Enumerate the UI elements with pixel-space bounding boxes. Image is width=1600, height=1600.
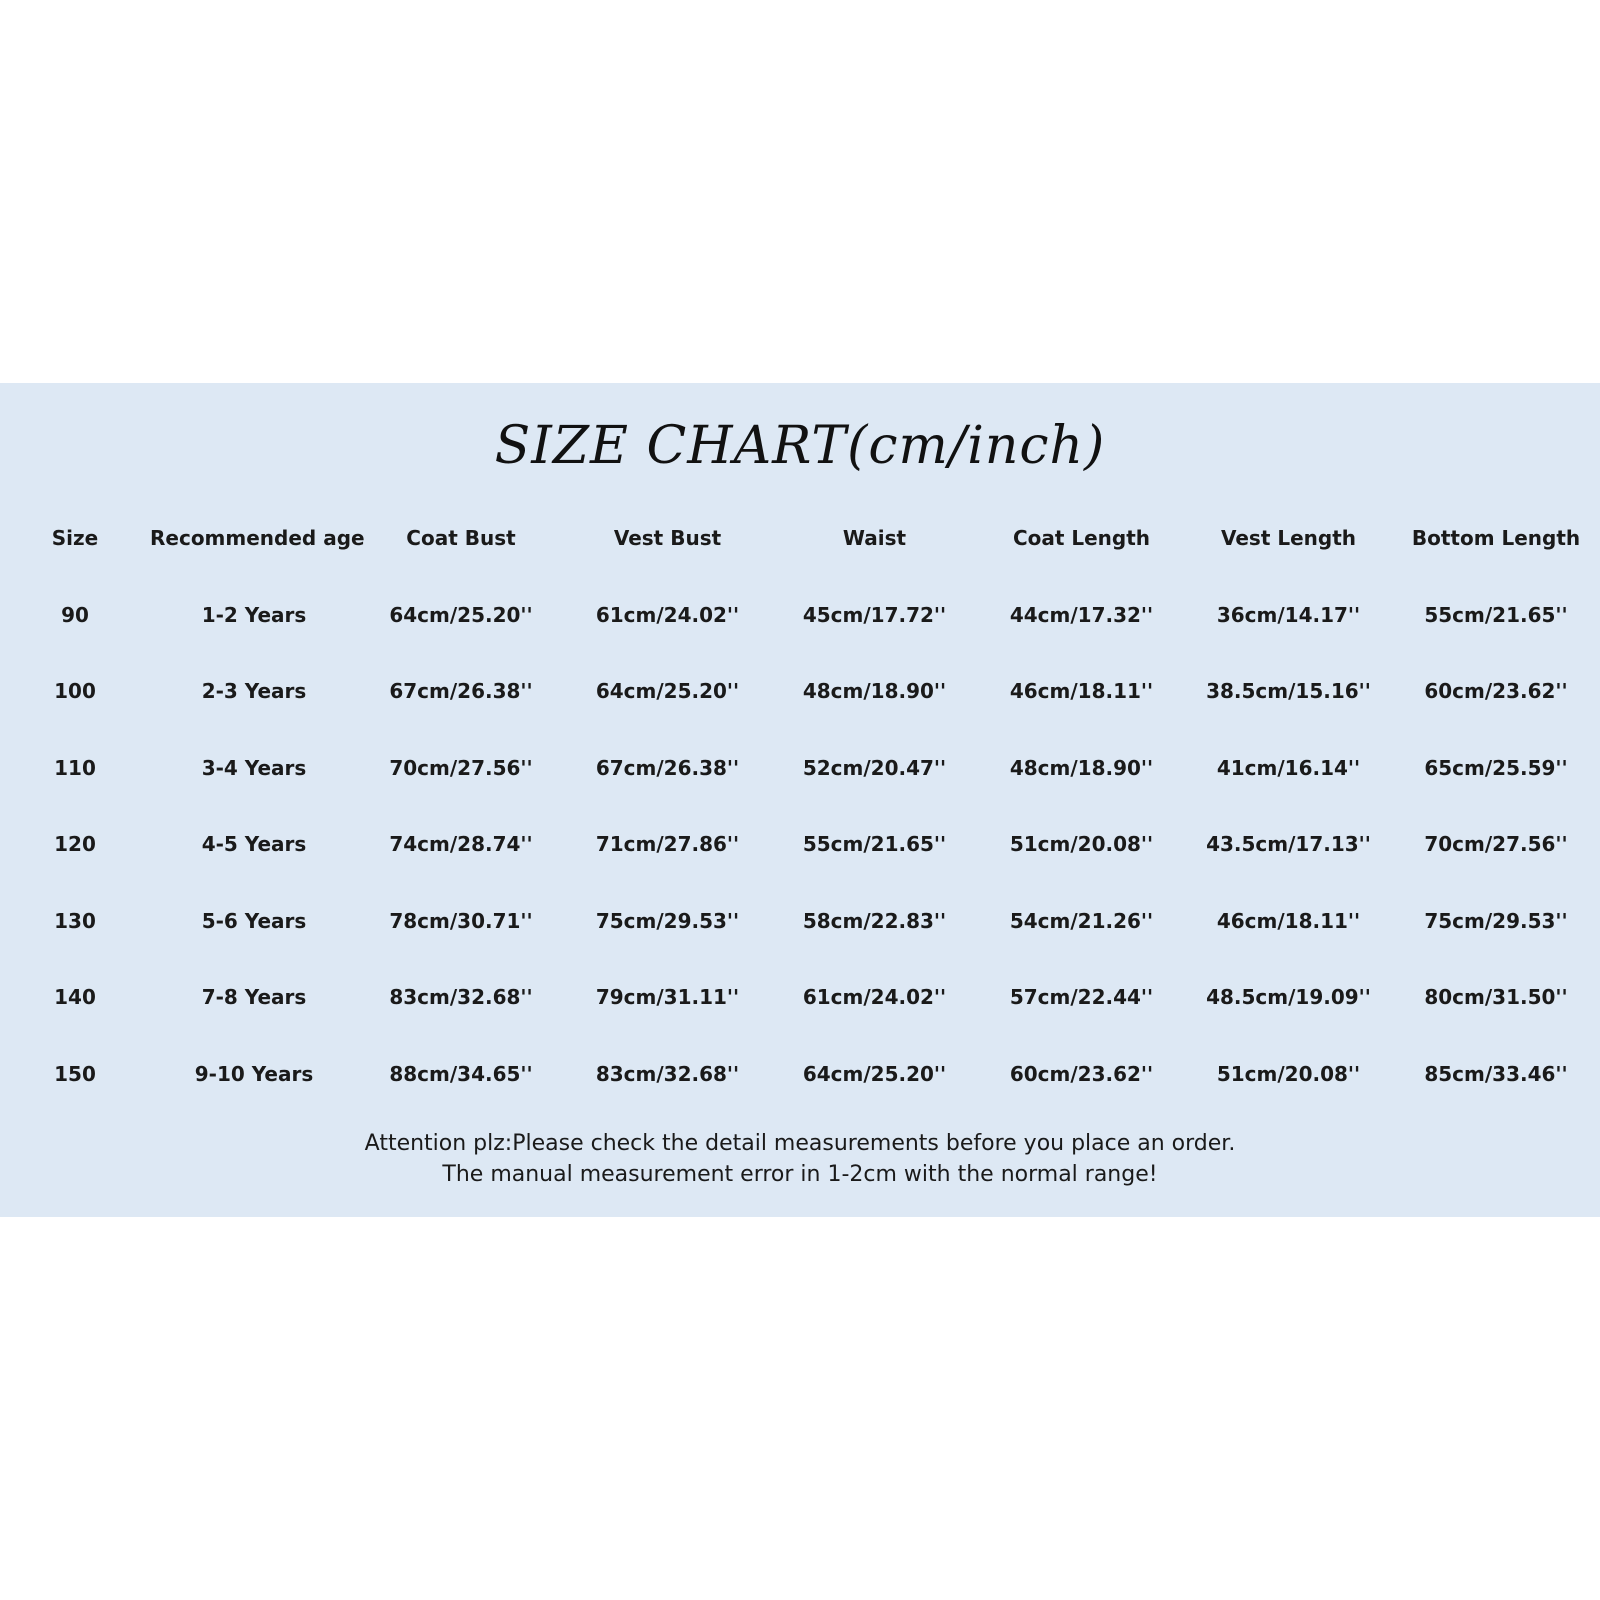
header-coat-length: Coat Length — [1012, 526, 1151, 551]
cell-size: 120 — [54, 832, 96, 857]
attention-note-line-2: The manual measurement error in 1-2cm with the normal range! — [442, 1162, 1158, 1187]
cell-vest-bust: 83cm/32.68'' — [595, 1061, 740, 1086]
cell-bottom-length: 80cm/31.50'' — [1424, 985, 1568, 1010]
cell-age: 1-2 Years — [201, 602, 307, 627]
cell-bottom-length: 65cm/25.59'' — [1424, 755, 1568, 780]
cell-size: 110 — [54, 755, 96, 780]
cell-waist: 58cm/22.83'' — [802, 908, 947, 933]
cell-age: 3-4 Years — [201, 755, 307, 780]
cell-vest-length: 43.5cm/17.13'' — [1206, 832, 1371, 857]
cell-size: 90 — [61, 602, 89, 627]
header-size: Size — [51, 526, 99, 551]
size-chart-title: SIZE CHART(cm/inch) — [494, 416, 1106, 476]
cell-waist: 55cm/21.65'' — [802, 832, 947, 857]
cell-coat-length: 46cm/18.11'' — [1009, 679, 1154, 704]
cell-vest-bust: 71cm/27.86'' — [595, 832, 740, 857]
cell-size: 100 — [54, 679, 96, 704]
cell-age: 9-10 Years — [194, 1061, 314, 1086]
cell-coat-length: 48cm/18.90'' — [1009, 755, 1154, 780]
cell-coat-length: 54cm/21.26'' — [1009, 908, 1154, 933]
cell-size: 140 — [54, 985, 96, 1010]
table-row — [0, 806, 1600, 883]
cell-waist: 52cm/20.47'' — [802, 755, 947, 780]
cell-coat-length: 44cm/17.32'' — [1009, 602, 1154, 627]
table-row — [0, 730, 1600, 807]
cell-vest-bust: 79cm/31.11'' — [595, 985, 740, 1010]
header-bottom-length: Bottom Length — [1411, 526, 1581, 551]
cell-age: 2-3 Years — [201, 679, 307, 704]
cell-coat-bust: 88cm/34.65'' — [389, 1061, 533, 1086]
cell-waist: 45cm/17.72'' — [802, 602, 947, 627]
cell-coat-bust: 67cm/26.38'' — [389, 679, 533, 704]
header-vest-bust: Vest Bust — [613, 526, 722, 551]
cell-coat-bust: 74cm/28.74'' — [389, 832, 533, 857]
cell-bottom-length: 70cm/27.56'' — [1424, 832, 1568, 857]
table-row — [0, 883, 1600, 960]
cell-vest-bust: 64cm/25.20'' — [595, 679, 740, 704]
cell-bottom-length: 75cm/29.53'' — [1424, 908, 1568, 933]
table-row — [0, 959, 1600, 1036]
header-vest-length: Vest Length — [1220, 526, 1357, 551]
cell-coat-length: 51cm/20.08'' — [1009, 832, 1154, 857]
cell-vest-length: 48.5cm/19.09'' — [1206, 985, 1371, 1010]
cell-age: 7-8 Years — [201, 985, 307, 1010]
attention-note — [0, 1128, 1600, 1190]
cell-waist: 48cm/18.90'' — [802, 679, 947, 704]
cell-vest-bust: 75cm/29.53'' — [595, 908, 740, 933]
cell-bottom-length: 55cm/21.65'' — [1424, 602, 1568, 627]
table-header-row — [0, 500, 1600, 577]
cell-age: 4-5 Years — [201, 832, 307, 857]
cell-vest-bust: 67cm/26.38'' — [595, 755, 740, 780]
cell-age: 5-6 Years — [201, 908, 307, 933]
cell-waist: 61cm/24.02'' — [802, 985, 947, 1010]
cell-vest-length: 38.5cm/15.16'' — [1206, 679, 1371, 704]
cell-vest-length: 41cm/16.14'' — [1216, 755, 1361, 780]
table-row — [0, 1036, 1600, 1113]
cell-vest-bust: 61cm/24.02'' — [595, 602, 740, 627]
cell-coat-bust: 83cm/32.68'' — [389, 985, 533, 1010]
table-row — [0, 653, 1600, 730]
cell-coat-length: 57cm/22.44'' — [1009, 985, 1154, 1010]
cell-size: 130 — [54, 908, 96, 933]
header-recommended-age: Recommended age — [150, 526, 365, 551]
size-table — [0, 500, 1600, 1112]
cell-size: 150 — [54, 1061, 96, 1086]
cell-vest-length: 36cm/14.17'' — [1216, 602, 1361, 627]
header-waist: Waist — [842, 526, 907, 551]
cell-coat-bust: 70cm/27.56'' — [389, 755, 533, 780]
cell-coat-bust: 78cm/30.71'' — [389, 908, 533, 933]
cell-bottom-length: 85cm/33.46'' — [1424, 1061, 1568, 1086]
attention-note-line-1: Attention plz:Please check the detail measurements before you place an order. — [364, 1131, 1236, 1156]
cell-bottom-length: 60cm/23.62'' — [1424, 679, 1568, 704]
cell-vest-length: 46cm/18.11'' — [1216, 908, 1361, 933]
table-row — [0, 577, 1600, 654]
cell-coat-length: 60cm/23.62'' — [1009, 1061, 1154, 1086]
cell-waist: 64cm/25.20'' — [802, 1061, 947, 1086]
cell-vest-length: 51cm/20.08'' — [1216, 1061, 1361, 1086]
cell-coat-bust: 64cm/25.20'' — [389, 602, 533, 627]
header-coat-bust: Coat Bust — [406, 526, 516, 551]
size-chart-panel — [0, 383, 1600, 1217]
